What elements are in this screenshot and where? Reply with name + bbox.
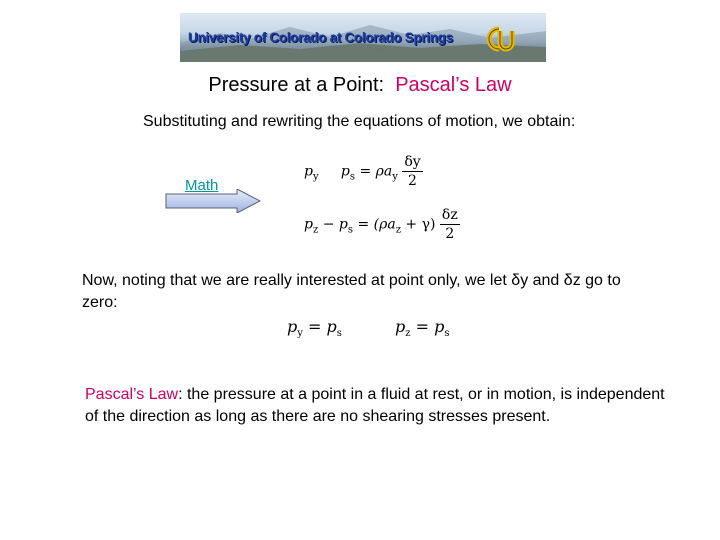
title-part2: Pascal’s Law: [395, 74, 512, 96]
banner-title: University of Colorado at Colorado Springs: [188, 30, 453, 45]
equation-y: $p_y$ $p_s = \rho a_y$ $\frac{\delta y}{2}$: [304, 154, 421, 189]
slide-title: [0, 74, 720, 97]
limit-paragraph: Now, noting that we are really interested at point only, we let δy and δz go to zero:: [82, 272, 621, 311]
fraction-dz-2: $\frac{\delta z}{2}$: [441, 207, 458, 242]
intro-text: Substituting and rewriting the equations of motion, we obtain:: [143, 113, 576, 130]
equation-py-ps: $p_y = p_s$: [287, 317, 342, 340]
pascal-law-statement: Pascal’s Law: the pressure at a point in a fluid at rest, or in motion, is independent of the direction as long as there are no shearing stresses present.: [85, 386, 665, 425]
math-link[interactable]: Math: [185, 177, 219, 194]
equation-pz-ps: $p_z = p_s$: [395, 317, 450, 340]
pascal-law-term: Pascal’s Law: [85, 386, 179, 403]
equation-z: $p_z - p_s = (\rho a_z + \gamma)$ $\frac{\delta z}{2}$: [304, 207, 458, 242]
title-part1: Pressure at a Point:: [208, 74, 385, 96]
fraction-dy-2: $\frac{\delta y}{2}$: [404, 154, 421, 189]
arrow-right-icon: [165, 189, 261, 213]
university-banner: [180, 13, 546, 62]
cu-logo-icon: [484, 23, 520, 55]
